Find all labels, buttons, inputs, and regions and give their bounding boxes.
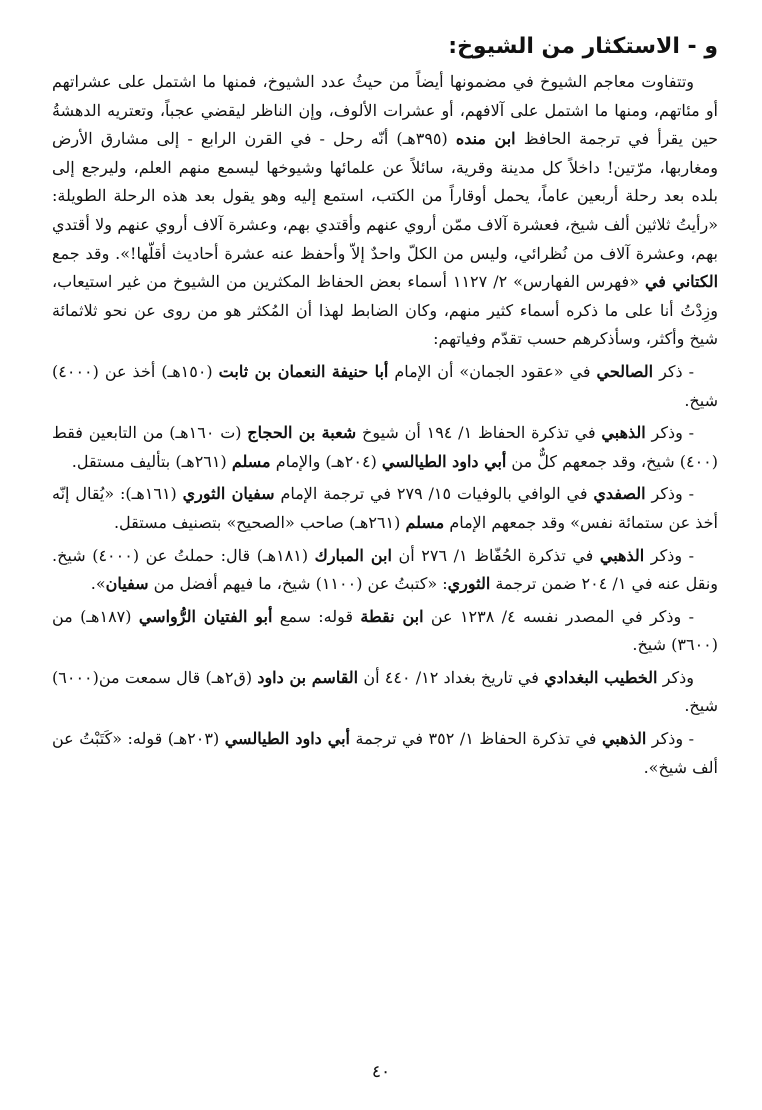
list-item: - وذكر الذهبي في تذكرة الحُفّاظ ١/ ٢٧٦ أن ابن المبارك (١٨١هـ) قال: حملتُ عن (٤٠٠٠) شيخ. ونقل عنه في ١/ ٢٠٤ ضمن ترجمة الثوري: «كتبتُ عن (١١٠٠) شيخ، ما فيهم أفضل من سفيان». [52, 545, 718, 594]
intro-bold-2: الكتاني في [644, 272, 719, 292]
intro-text-3: «فهرس الفهارس» ٢/ ١١٢٧ أسماء بعض الحفاظ المكثرين من الشيوخ من غير استيعاب، وزِدْتُ أنا على ما ذكره أسماء كثير منهم، وكان الضابط لهذا أن المُكثر هو من روى عن نحو ثلاثمائة شيخ وأكثر، وسأذكرهم حسب تقدّم وفياتهم: [52, 272, 718, 349]
intro-paragraph [52, 68, 718, 354]
page-number: ٤٠ [371, 1062, 391, 1082]
list-item: - وذكر الصفدي في الوافي بالوفيات ١٥/ ٢٧٩ في ترجمة الإمام سفيان الثوري (١٦١هـ): «يُقال إنّه أخذ عن ستمائة نفس» وقد جمعهم الإمام مسلم (٢٦١هـ) صاحب «الصحيح» بتصنيف مستقل. [52, 484, 718, 532]
list-item: وذكر الخطيب البغدادي في تاريخ بغداد ١٢/ ٤٤٠ أن القاسم بن داود (ق٢هـ) قال سمعت من(٦٠٠٠) شيخ. [52, 667, 718, 716]
list-item: - وذكر الذهبي في تذكرة الحفاظ ١/ ٣٥٢ في ترجمة أبي داود الطيالسي (٢٠٣هـ) قوله: «كَتَبْتُ عن ألف شيخ». [52, 729, 718, 777]
list-item: - ذكر الصالحي في «عقود الجمان» أن الإمام أبا حنيفة النعمان بن ثابت (١٥٠هـ) أخذ عن (٤٠٠٠) شيخ. [52, 361, 718, 410]
page-body [52, 30, 718, 1090]
intro-text-2: (٣٩٥هـ) أنّه رحل - في القرن الرابع - إلى مشارق الأرض ومغاربها، مرّتين! داخلاً كل مدينة وقرية، سائلاً عن علمائها وشيوخها ليسمع منهم العلم، وليرجع إلى بلده بعد رحلة أربعين عاماً، يحمل أوقاراً من الكتب، استمع إليه وهو يقول بعد هذه الرحلة الطويلة: «رأيتُ ثلاثين ألف شيخ، فعشرة آلاف ممّن أروي عنهم وأقتدي بهم، وعشرة آلاف أروي عنهم ولا أقتدي بهم، وعشرة آلاف من نُظرائي، وليس من الكلّ واحدٌ إلاّ وأحفظ عنه عشرة أحاديث أقلّها!». وقد جمع [52, 129, 719, 263]
list-item: - وذكر في المصدر نفسه ٤/ ١٢٣٨ عن ابن نقطة قوله: سمع أبو الفتيان الرُّواسي (١٨٧هـ) من (٣٦٠٠) شيخ. [52, 606, 718, 655]
list-item: - وذكر الذهبي في تذكرة الحفاظ ١/ ١٩٤ أن شيوخ شعبة بن الحجاج (ت ١٦٠هـ) من التابعين فقط (٤٠٠) شيخ، وقد جمعهم كلٌّ من أبي داود الطيالسي (٢٠٤هـ) والإمام مسلم (٢٦١هـ) بتأليف مستقل. [52, 423, 718, 471]
intro-bold-1: ابن منده [455, 129, 516, 149]
intro-text-1: وتتفاوت معاجم الشيوخ في مضمونها أيضاً من حيثُ عدد الشيوخ، فمنها ما اشتمل على عشراتهم أو مئاتهم، ومنها ما اشتمل على آلافهم، أو عشرات الألوف، وإن الناظر ليقضي عجباً، وتعتريه الدهشةُ حين يقرأ في ترجمة الحافظ [52, 72, 719, 149]
section-heading: و - الاستكثار من الشيوخ: [448, 34, 718, 59]
